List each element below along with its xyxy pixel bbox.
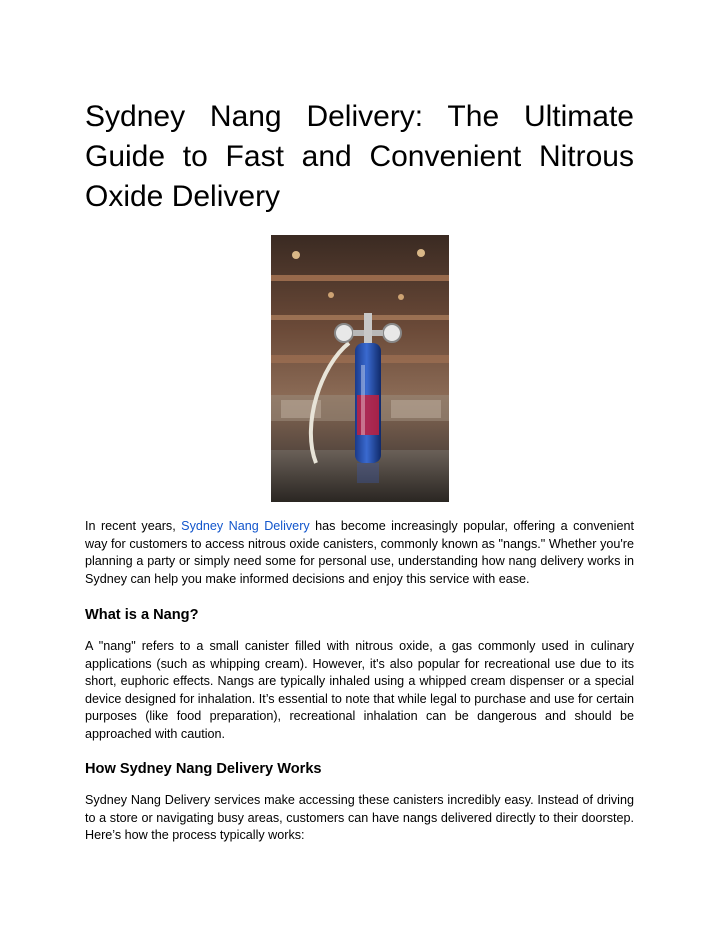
sydney-nang-delivery-link[interactable]: Sydney Nang Delivery	[181, 519, 310, 533]
section-body-what-is-a-nang: A "nang" refers to a small canister filled with nitrous oxide, a gas commonly used in culinary applications (such as whipping cream). However, it's also popular for recreational use due to its short, euphoric effects. Nangs are typically inhaled using a whipped cream dispenser or a special device designed for inhalation. It’s essential to note that while legal to purchase and use for certain purposes (like food preparation), recreational inhalation can be dangerous and should be approached with caution.	[85, 639, 634, 741]
intro-text-end: has become increasingly popular, offering a convenient way for customers to access nitrous oxide canisters, commonly known as "nangs." Whether you're planning a party or simply need some for personal use, understanding how nang delivery works in Sydney can help you make informed decisions and enjoy this service with ease.	[85, 519, 634, 586]
intro-paragraph	[85, 518, 634, 588]
hero-image-nitrous-canister	[271, 235, 449, 502]
section-body-how-delivery-works: Sydney Nang Delivery services make accessing these canisters incredibly easy. Instead of driving to a store or navigating busy areas, customers can have nangs delivered directly to their doorstep. Here’s how the process typically works:	[85, 793, 634, 843]
section-heading-how-delivery-works: How Sydney Nang Delivery Works	[85, 761, 322, 777]
section-heading-what-is-a-nang: What is a Nang?	[85, 607, 199, 623]
intro-text-start: In recent years,	[85, 519, 182, 533]
page-title: Sydney Nang Delivery: The Ultimate Guide to Fast and Convenient Nitrous Oxide Delivery	[85, 100, 634, 213]
